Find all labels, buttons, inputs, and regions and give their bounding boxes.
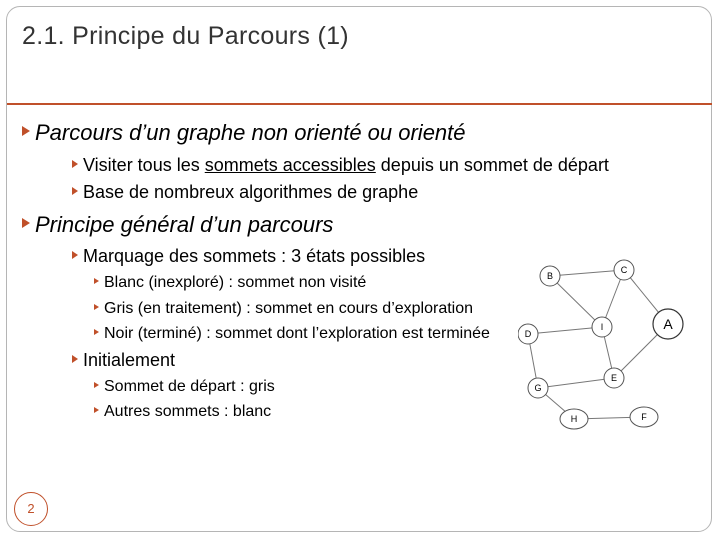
section-heading-traversal	[22, 120, 466, 146]
section-heading-text: Principe général d’un parcours	[35, 212, 334, 237]
node-f-label: F	[641, 412, 647, 422]
node-h	[560, 409, 588, 429]
edge-b-i	[550, 276, 602, 327]
bullet-state-black	[94, 325, 490, 343]
slide-title: 2.1. Principe du Parcours (1)	[22, 22, 349, 50]
triangle-bullet-icon	[94, 304, 99, 310]
bullet-text: Initialement	[83, 350, 176, 370]
bullet-text: depuis un sommet de départ	[375, 155, 609, 175]
bullet-text: Sommet de départ : gris	[104, 378, 275, 395]
triangle-bullet-icon	[94, 278, 99, 284]
triangle-bullet-icon	[22, 126, 30, 136]
node-e	[604, 368, 624, 388]
node-d-label: D	[524, 329, 532, 339]
triangle-bullet-icon	[72, 160, 78, 168]
underlined-term: sommets accessibles	[204, 155, 376, 175]
bullet-initially	[72, 350, 175, 371]
bullet-algorithms-base	[72, 182, 418, 203]
triangle-bullet-icon	[94, 382, 99, 388]
node-f	[630, 407, 658, 427]
node-c	[614, 260, 634, 280]
section-heading-principle	[22, 212, 333, 238]
bullet-state-white	[94, 274, 366, 292]
edge-e-g	[538, 378, 614, 388]
bullet-text: Gris (en traitement) : sommet en cours d’exploration	[104, 300, 474, 317]
node-a-label: A	[663, 316, 673, 332]
bullet-state-gray	[94, 300, 473, 318]
node-a	[653, 309, 683, 339]
bullet-visit-vertices	[72, 155, 609, 176]
node-i-label: I	[600, 322, 604, 332]
bullet-init-others	[94, 403, 271, 421]
node-b	[540, 266, 560, 286]
triangle-bullet-icon	[72, 251, 78, 259]
bullet-text: Blanc (inexploré) : sommet non visité	[104, 274, 367, 291]
node-i	[592, 317, 612, 337]
title-divider	[7, 103, 712, 105]
triangle-bullet-icon	[94, 407, 99, 413]
bullet-text: Marquage des sommets : 3 états possibles	[83, 246, 426, 266]
graph-svg	[518, 254, 690, 438]
bullet-text: Base de nombreux algorithmes de graphe	[83, 182, 419, 202]
page-number: 2	[27, 501, 35, 516]
bullet-marking	[72, 246, 425, 267]
node-g	[528, 378, 548, 398]
node-h-label: H	[570, 414, 578, 424]
bullet-text: Noir (terminé) : sommet dont l’exploration est terminée	[104, 325, 490, 342]
triangle-bullet-icon	[72, 355, 78, 363]
graph-diagram	[518, 254, 690, 438]
bullet-text: Autres sommets : blanc	[104, 403, 272, 420]
node-c-label: C	[620, 265, 628, 275]
graph-edges	[528, 270, 668, 419]
triangle-bullet-icon	[22, 218, 30, 228]
triangle-bullet-icon	[94, 329, 99, 335]
node-e-label: E	[610, 373, 618, 383]
edge-d-i	[528, 327, 602, 334]
edge-b-c	[550, 270, 624, 276]
triangle-bullet-icon	[72, 187, 78, 195]
section-heading-text: Parcours d’un graphe non orienté ou orienté	[35, 120, 466, 145]
node-b-label: B	[546, 271, 554, 281]
node-d	[518, 324, 538, 344]
bullet-init-start	[94, 378, 275, 396]
node-g-label: G	[534, 383, 542, 393]
bullet-text: Visiter tous les	[83, 155, 205, 175]
